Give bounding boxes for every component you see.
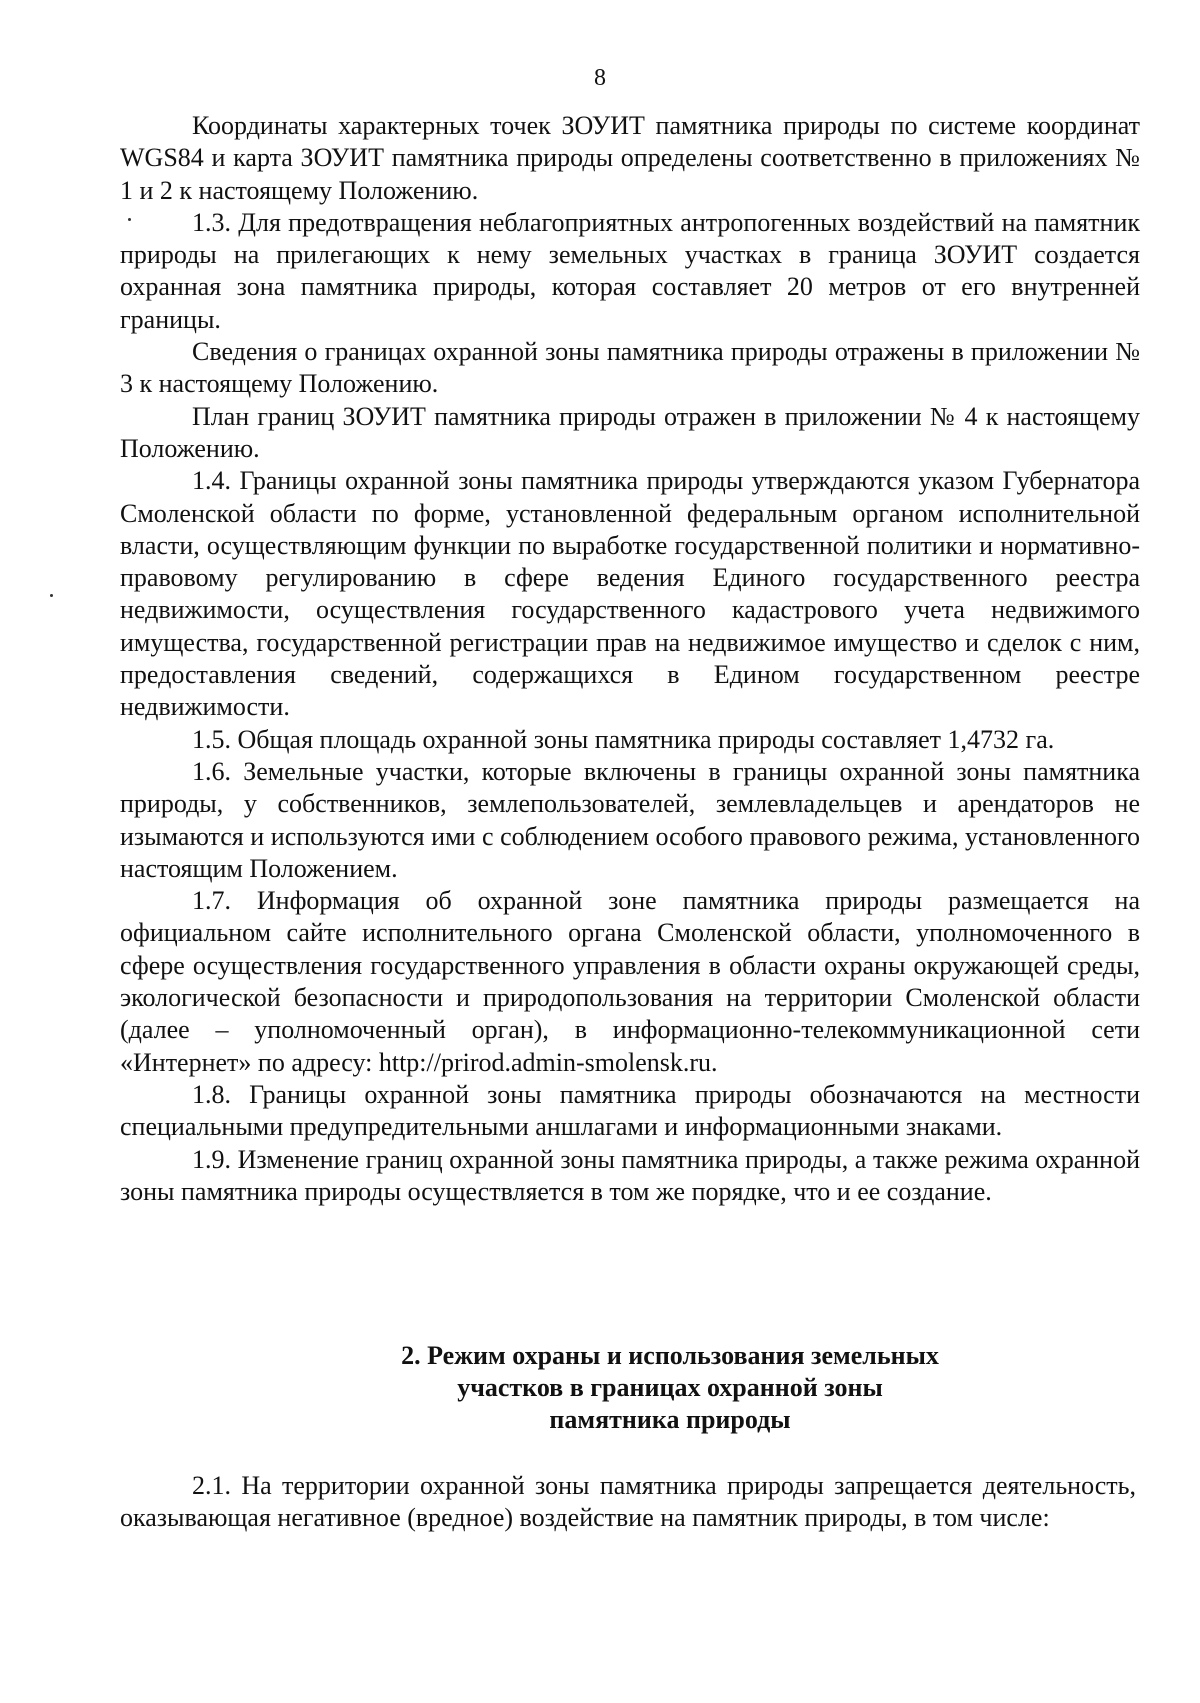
section-2-body xyxy=(120,1470,1136,1535)
heading-line: участков в границах охранной зоны xyxy=(457,1373,883,1402)
scan-speck xyxy=(50,594,53,597)
paragraph-1-7: 1.7. Информация об охранной зоне памятника природы размещается на официальном сайте исполнительного органа Смоленской области, уполномоченного в сфере осуществления государственного управления в области охраны окружающей среды, экологической безопасности и природопользования на территории Смоленской области (далее – уполномоченный орган), в информационно-телекоммуникационной сети «Интернет» по адресу: http://prirod.admin-smolensk.ru. xyxy=(120,886,1140,1077)
scan-speck xyxy=(128,218,131,221)
paragraph-boundaries-info: Сведения о границах охранной зоны памятника природы отражены в приложении № 3 к настоящему Положению. xyxy=(120,337,1140,399)
heading-line: памятника природы xyxy=(549,1405,791,1434)
page-number: 8 xyxy=(594,65,606,91)
paragraph-1-8: 1.8. Границы охранной зоны памятника природы обозначаются на местности специальными предупредительными аншлагами и информационными знаками. xyxy=(120,1079,1140,1142)
paragraph-plan: План границ ЗОУИТ памятника природы отражен в приложении № 4 к настоящему Положению. xyxy=(120,401,1140,463)
paragraph-1-5: 1.5. Общая площадь охранной зоны памятника природы составляет 1,4732 га. xyxy=(192,724,1055,754)
paragraph-1-6: 1.6. Земельные участки, которые включены в границы охранной зоны памятника природы, у собственников, землепользователей, землевладельцев и арендаторов не изымаются и используются ими с соблюдением особого правового режима, установленного настоящим Положением. xyxy=(120,756,1140,883)
document-body xyxy=(120,110,1140,1208)
paragraph-1-4: 1.4. Границы охранной зоны памятника природы утверждаются указом Губернатора Смоленской области по форме, установленной федеральным органом исполнительной власти, осуществляющим функции по выработке государственной политики и нормативно-правовому регулированию в сфере ведения Единого государственного реестра недвижимости, осуществления государственного кадастрового учета недвижимого имущества, государственной регистрации прав на недвижимое имущество и сделок с ним, предоставления сведений, содержащихся в Едином государственном реестре недвижимости. xyxy=(120,466,1140,722)
heading-line: 2. Режим охраны и использования земельных xyxy=(401,1341,939,1370)
paragraph-1-9: 1.9. Изменение границ охранной зоны памятника природы, а также режима охранной зоны памятника природы осуществляется в том же порядке, что и ее создание. xyxy=(120,1144,1140,1206)
paragraph-coordinates: Координаты характерных точек ЗОУИТ памятника природы по системе координат WGS84 и карта ЗОУИТ памятника природы определены соответственно в приложениях № 1 и 2 к настоящему Положению. xyxy=(120,111,1140,205)
paragraph-2-1: 2.1. На территории охранной зоны памятника природы запрещается деятельность, оказывающая негативное (вредное) воздействие на памятник природы, в том числе: xyxy=(120,1471,1136,1533)
section-2-heading xyxy=(120,1340,1200,1436)
paragraph-1-3: 1.3. Для предотвращения неблагоприятных антропогенных воздействий на памятник природы на прилегающих к нему земельных участках в граница ЗОУИТ создается охранная зона памятника природы, которая составляет 20 метров от его внутренней границы. xyxy=(120,207,1140,334)
